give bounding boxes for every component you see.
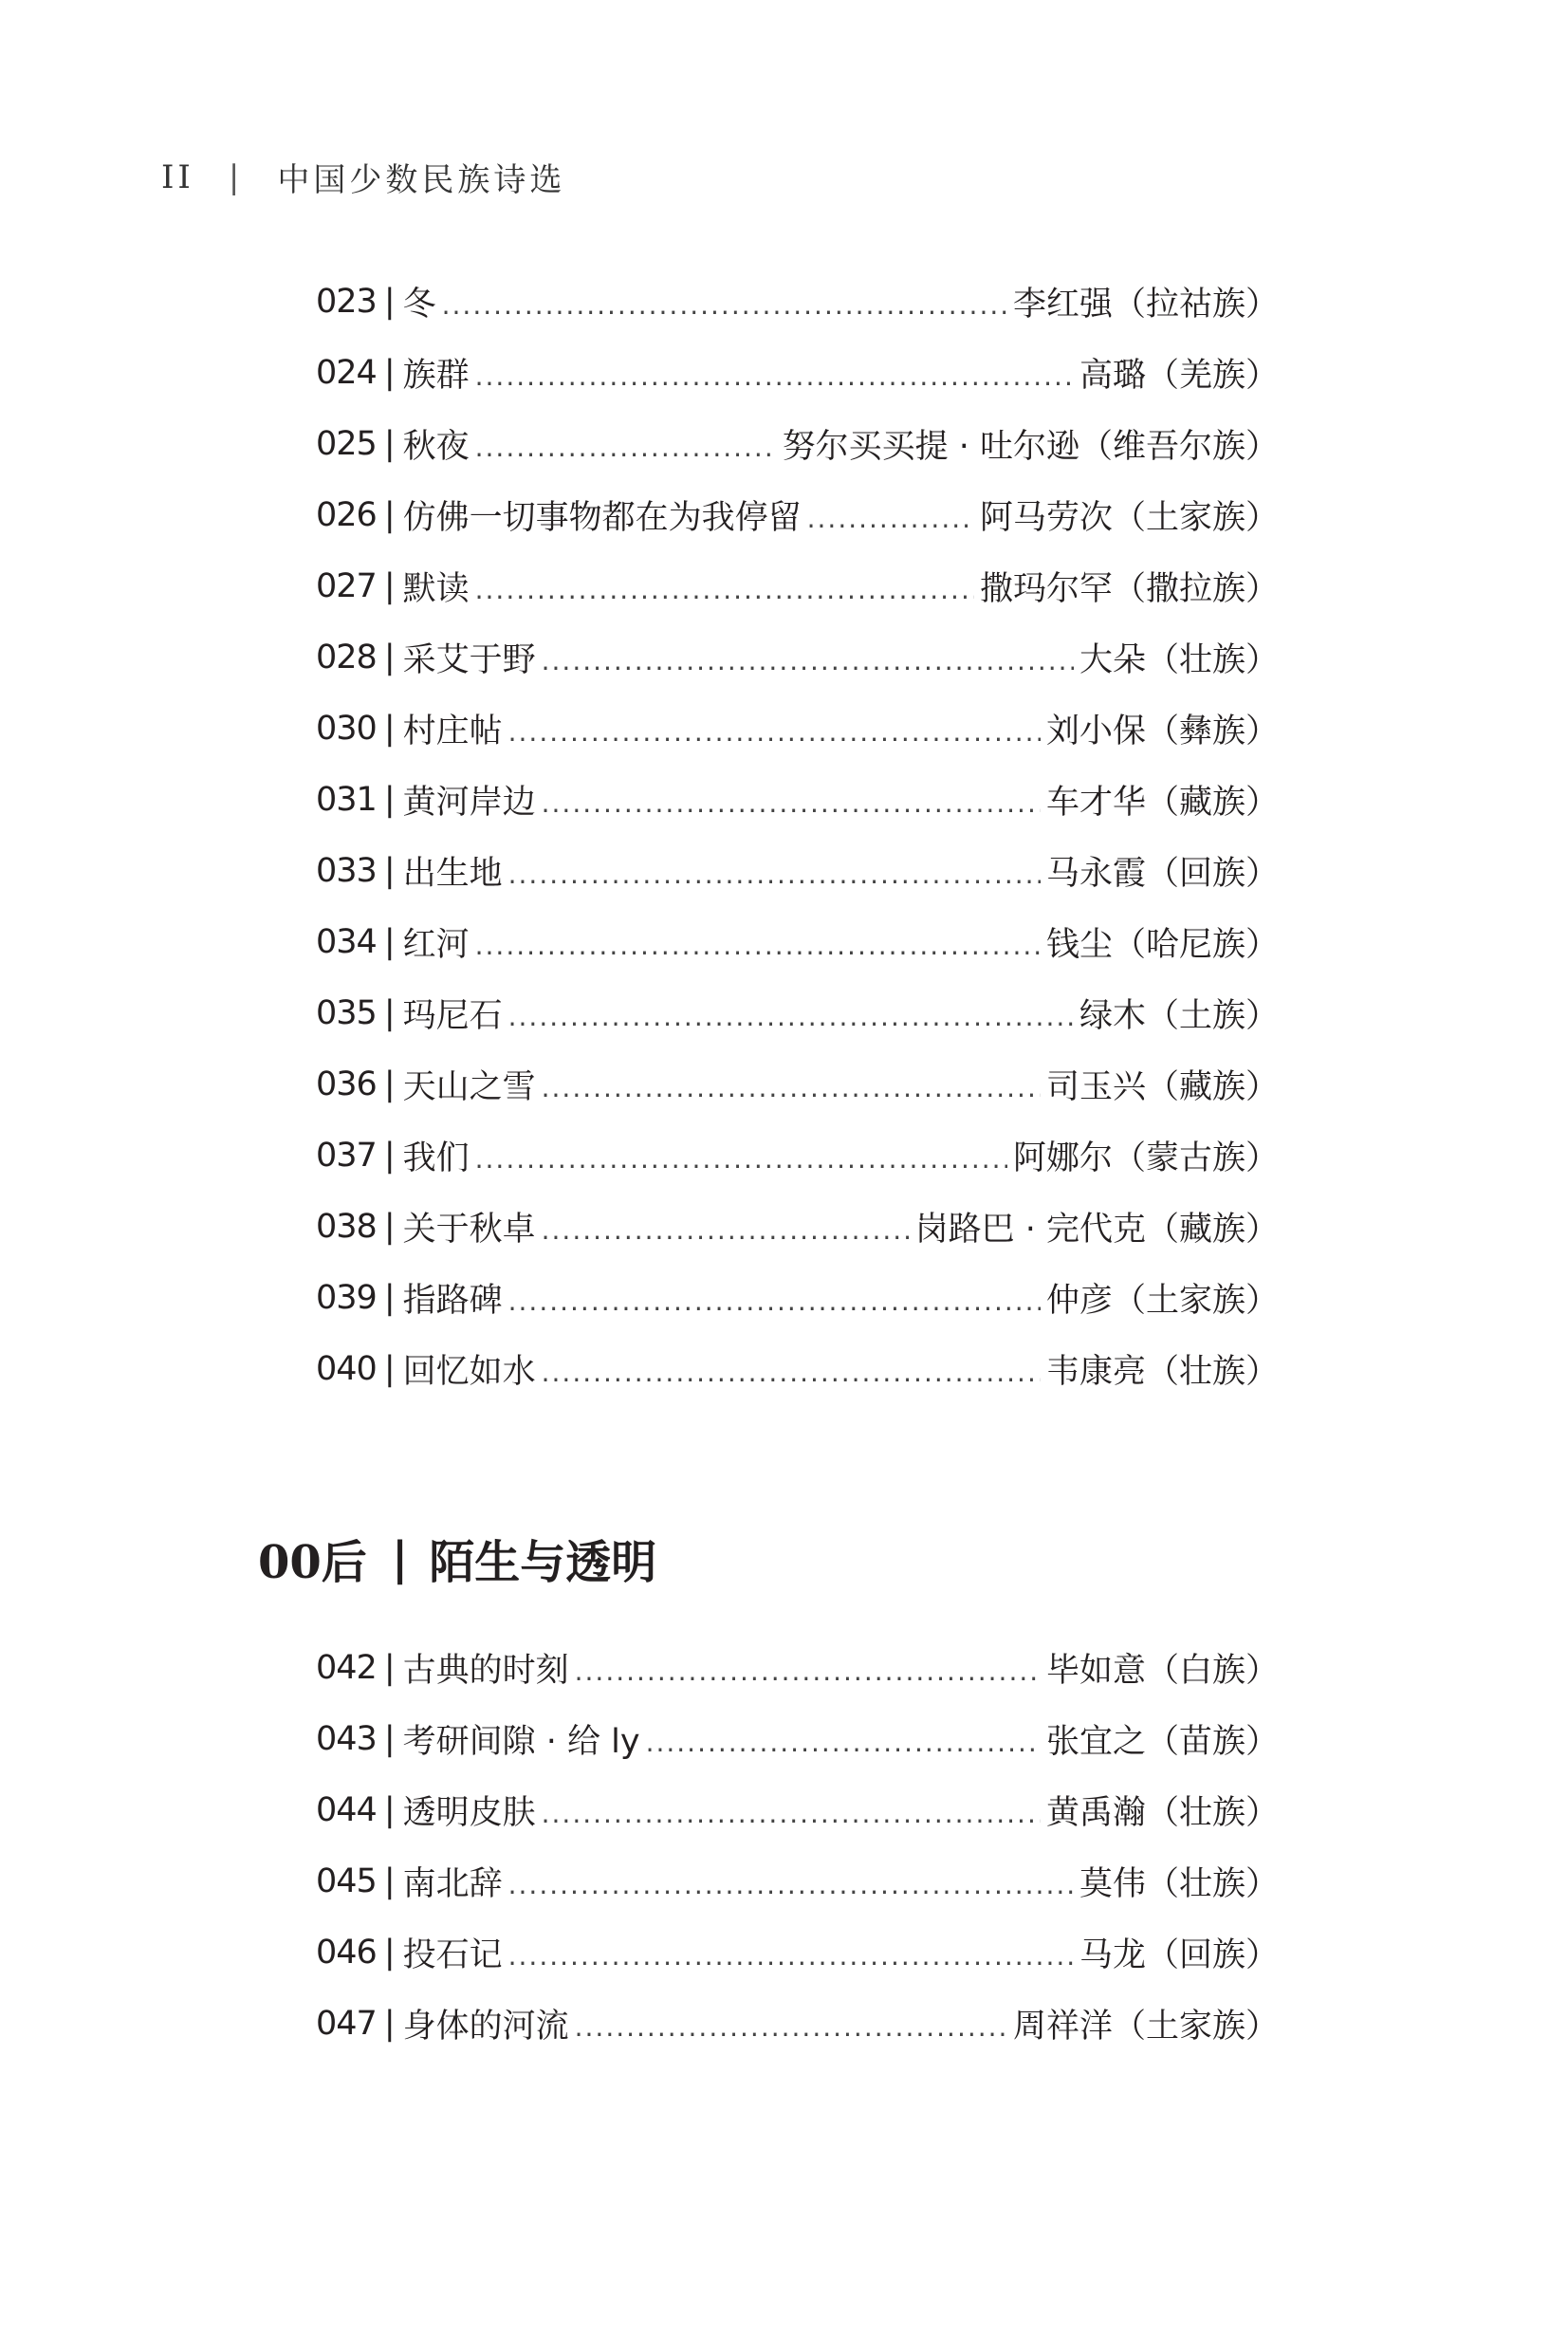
toc-entry <box>316 1048 1279 1120</box>
entry-separator: | <box>383 1790 396 1829</box>
dot-leader <box>508 716 1041 748</box>
toc-entry <box>316 621 1279 693</box>
entry-separator: | <box>383 922 396 961</box>
toc-entry <box>316 408 1279 479</box>
entry-title: 透明皮肤 <box>402 1793 536 1832</box>
entry-author: 司玉兴（藏族） <box>1045 1067 1279 1106</box>
entry-page-number: 035 <box>316 993 377 1032</box>
running-head <box>161 154 565 200</box>
entry-title: 指路碑 <box>402 1281 503 1320</box>
entry-page-number: 033 <box>316 851 377 890</box>
dot-leader <box>575 1656 1041 1687</box>
entry-separator: | <box>383 566 396 605</box>
dot-leader <box>442 289 1007 321</box>
dot-leader <box>508 1869 1074 1900</box>
entry-author: 张宜之（苗族） <box>1045 1722 1279 1761</box>
dot-leader <box>807 503 974 534</box>
entry-title: 我们 <box>402 1139 470 1177</box>
dot-leader <box>542 787 1041 819</box>
entry-separator: | <box>383 1861 396 1900</box>
entry-title: 考研间隙 · 给 ly <box>402 1722 640 1761</box>
toc-entry <box>316 266 1279 337</box>
toc-entry <box>316 1262 1279 1333</box>
entry-page-number: 036 <box>316 1065 377 1103</box>
dot-leader <box>475 361 1074 392</box>
entry-separator: | <box>383 495 396 534</box>
entry-page-number: 024 <box>316 353 377 392</box>
entry-author: 马永霞（回族） <box>1045 854 1279 893</box>
dot-leader <box>475 930 1041 961</box>
dot-leader <box>542 645 1074 676</box>
entry-page-number: 040 <box>316 1349 377 1388</box>
page-number: II <box>161 157 194 196</box>
entry-page-number: 023 <box>316 282 377 321</box>
entry-author: 撒玛尔罕（撒拉族） <box>979 569 1279 608</box>
entry-separator: | <box>383 1719 396 1758</box>
entry-separator: | <box>383 1648 396 1687</box>
section-bar: | <box>391 1531 409 1585</box>
entry-title: 黄河岸边 <box>402 783 536 822</box>
entry-title: 族群 <box>402 356 470 395</box>
entry-separator: | <box>383 780 396 819</box>
entry-page-number: 027 <box>316 566 377 605</box>
entry-separator: | <box>383 1065 396 1103</box>
entry-title: 玛尼石 <box>402 996 503 1035</box>
section-title: 陌生与透明 <box>429 1536 657 1589</box>
entry-separator: | <box>383 1933 396 1972</box>
toc-entry <box>316 479 1279 550</box>
entry-page-number: 028 <box>316 638 377 676</box>
entry-page-number: 047 <box>316 2004 377 2043</box>
entry-page-number: 038 <box>316 1207 377 1246</box>
book-title: 中国少数民族诗选 <box>277 161 566 199</box>
dot-leader <box>575 2011 1007 2043</box>
entry-title: 天山之雪 <box>402 1067 536 1106</box>
entry-title: 村庄帖 <box>402 712 503 750</box>
entry-title: 投石记 <box>402 1935 503 1974</box>
section-heading <box>258 1526 656 1591</box>
toc-entry <box>316 835 1279 906</box>
entry-author: 岗路巴 · 完代克（藏族） <box>914 1210 1279 1249</box>
entry-separator: | <box>383 1278 396 1317</box>
entry-page-number: 031 <box>316 780 377 819</box>
entry-title: 古典的时刻 <box>402 1651 569 1690</box>
entry-page-number: 034 <box>316 922 377 961</box>
entry-author: 高璐（羌族） <box>1079 356 1279 395</box>
entry-title: 冬 <box>402 285 436 324</box>
entry-title: 南北辞 <box>402 1864 503 1903</box>
entry-title: 秋夜 <box>402 427 470 466</box>
entry-author: 绿木（土族） <box>1079 996 1279 1035</box>
toc-entry <box>316 550 1279 621</box>
dot-leader <box>508 1940 1074 1972</box>
entry-page-number: 030 <box>316 709 377 748</box>
entry-author: 莫伟（壮族） <box>1079 1864 1279 1903</box>
section-label: 00后 <box>258 1536 367 1589</box>
entry-page-number: 039 <box>316 1278 377 1317</box>
entry-author: 刘小保（彝族） <box>1045 712 1279 750</box>
entry-author: 黄禹瀚（壮族） <box>1045 1793 1279 1832</box>
toc-entry <box>316 906 1279 977</box>
entry-separator: | <box>383 638 396 676</box>
entry-page-number: 037 <box>316 1136 377 1175</box>
dot-leader <box>542 1357 1041 1388</box>
entry-title: 回忆如水 <box>402 1352 536 1391</box>
entry-author: 努尔买买提 · 吐尔逊（维吾尔族） <box>782 427 1279 466</box>
dot-leader <box>542 1072 1041 1103</box>
entry-title: 红河 <box>402 925 470 964</box>
entry-author: 钱尘（哈尼族） <box>1045 925 1279 964</box>
entry-author: 韦康亮（壮族） <box>1045 1352 1279 1391</box>
toc-entry <box>316 1917 1279 1988</box>
entry-author: 马龙（回族） <box>1079 1935 1279 1974</box>
entry-author: 毕如意（白族） <box>1045 1651 1279 1690</box>
dot-leader <box>646 1727 1041 1758</box>
toc-entry <box>316 1191 1279 1262</box>
entry-separator: | <box>383 709 396 748</box>
entry-page-number: 025 <box>316 424 377 463</box>
toc-entry <box>316 1988 1279 2059</box>
toc-entry <box>316 1845 1279 1917</box>
entry-title: 仿佛一切事物都在为我停留 <box>402 498 802 537</box>
entry-separator: | <box>383 851 396 890</box>
entry-title: 身体的河流 <box>402 2007 569 2046</box>
entry-page-number: 046 <box>316 1933 377 1972</box>
entry-separator: | <box>383 993 396 1032</box>
entry-page-number: 043 <box>316 1719 377 1758</box>
entry-author: 周祥洋（土家族） <box>1012 2007 1279 2046</box>
toc-list-2 <box>316 1632 1279 2059</box>
toc-entry <box>316 764 1279 835</box>
dot-leader <box>475 432 777 463</box>
toc-entry <box>316 1632 1279 1703</box>
entry-separator: | <box>383 1207 396 1246</box>
toc-entry <box>316 1333 1279 1404</box>
entry-author: 李红强（拉祜族） <box>1012 285 1279 324</box>
entry-author: 大朵（壮族） <box>1079 640 1279 679</box>
entry-page-number: 026 <box>316 495 377 534</box>
dot-leader <box>508 1001 1074 1032</box>
toc-entry <box>316 977 1279 1048</box>
entry-author: 阿娜尔（蒙古族） <box>1012 1139 1279 1177</box>
dot-leader <box>508 859 1041 890</box>
dot-leader <box>508 1286 1041 1317</box>
entry-separator: | <box>383 1136 396 1175</box>
header-separator: | <box>228 157 244 196</box>
dot-leader <box>475 574 974 605</box>
toc-list-1 <box>316 266 1279 1404</box>
entry-title: 采艾于野 <box>402 640 536 679</box>
toc-entry <box>316 1774 1279 1845</box>
entry-title: 关于秋卓 <box>402 1210 536 1249</box>
entry-author: 仲彦（土家族） <box>1045 1281 1279 1320</box>
entry-separator: | <box>383 353 396 392</box>
entry-separator: | <box>383 1349 396 1388</box>
entry-author: 车才华（藏族） <box>1045 783 1279 822</box>
entry-title: 默读 <box>402 569 470 608</box>
toc-entry <box>316 693 1279 764</box>
entry-page-number: 044 <box>316 1790 377 1829</box>
toc-entry <box>316 1703 1279 1774</box>
entry-separator: | <box>383 2004 396 2043</box>
toc-entry <box>316 337 1279 408</box>
dot-leader <box>542 1214 910 1246</box>
entry-separator: | <box>383 424 396 463</box>
toc-entry <box>316 1120 1279 1191</box>
entry-page-number: 042 <box>316 1648 377 1687</box>
entry-title: 出生地 <box>402 854 503 893</box>
entry-separator: | <box>383 282 396 321</box>
dot-leader <box>542 1798 1041 1829</box>
entry-page-number: 045 <box>316 1861 377 1900</box>
dot-leader <box>475 1143 1007 1175</box>
entry-author: 阿马劳次（土家族） <box>979 498 1279 537</box>
